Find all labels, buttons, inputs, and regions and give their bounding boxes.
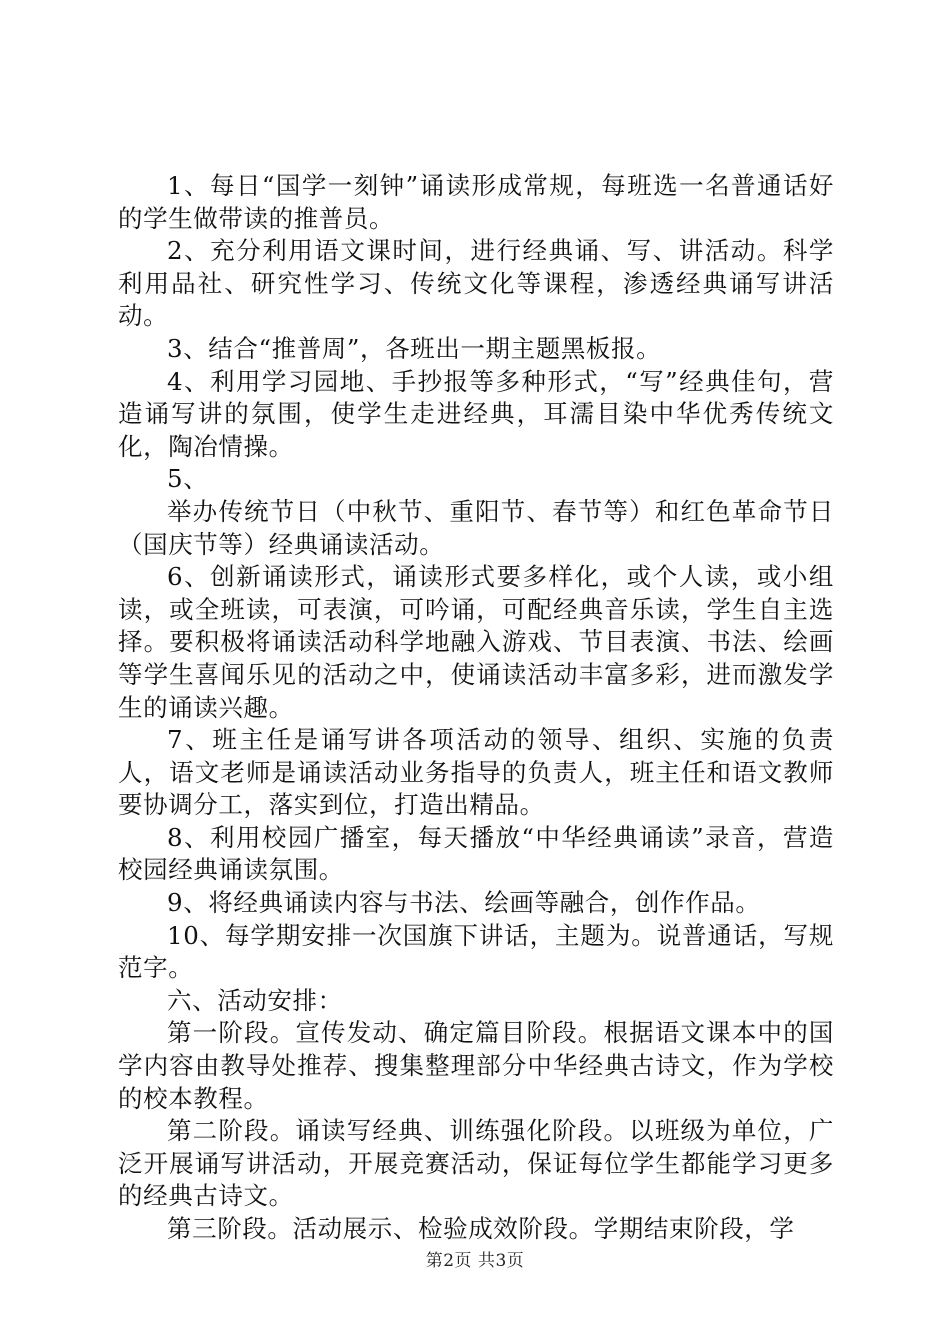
- paragraph-item-8: 8、利用校园广播室，每天播放“中华经典诵读”录音，营造校园经典诵读氛围。: [118, 822, 834, 885]
- paragraph-stage-3: 第三阶段。活动展示、检验成效阶段。学期结束阶段，学: [167, 1214, 795, 1243]
- page-number-footer: 第2页 共3页: [425, 1251, 525, 1271]
- paragraph-item-10: 10、每学期安排一次国旗下讲话，主题为。说普通话，写规范字。: [118, 920, 834, 983]
- document-body: [118, 170, 834, 1246]
- paragraph-stage-1: 第一阶段。宣传发动、确定篇目阶段。根据语文课本中的国学内容由教导处推荐、搜集整理部分中华经典古诗文，作为学校的校本教程。: [118, 1018, 834, 1113]
- paragraph-item-5-continued: 举办传统节日（中秋节、重阳节、春节等）和红色革命节日（国庆节等）经典诵读活动。: [118, 496, 834, 559]
- paragraph-item-4: 4、利用学习园地、手抄报等多种形式，“写”经典佳句，营造诵写讲的氛围，使学生走进经典，耳濡目染中华优秀传统文化，陶冶情操。: [118, 366, 834, 461]
- paragraph-item-3: 3、结合“推普周”，各班出一期主题黑板报。: [167, 333, 662, 363]
- paragraph-item-9: 9、将经典诵读内容与书法、绘画等融合，创作作品。: [167, 888, 761, 918]
- paragraph-item-2: 2、充分利用语文课时间，进行经典诵、写、讲活动。科学利用品社、研究性学习、传统文化等课程，渗透经典诵写讲活动。: [118, 236, 834, 331]
- paragraph-item-7: 7、班主任是诵写讲各项活动的领导、组织、实施的负责人，语文老师是诵读活动业务指导的负责人，班主任和语文教师要协调分工，落实到位，打造出精品。: [118, 725, 834, 820]
- paragraph-stage-2: 第二阶段。诵读写经典、训练强化阶段。以班级为单位，广泛开展诵写讲活动，开展竞赛活动，保证每位学生都能学习更多的经典古诗文。: [118, 1116, 834, 1211]
- paragraph-item-1: 1、每日“国学一刻钟”诵读形成常规，每班选一名普通话好的学生做带读的推普员。: [118, 171, 834, 233]
- paragraph-item-5: 5、: [167, 464, 209, 494]
- section-heading: 六、活动安排：: [167, 985, 343, 1015]
- paragraph-item-6: 6、创新诵读形式，诵读形式要多样化，或个人读，或小组读，或全班读，可表演，可吟诵，可配经典音乐读，学生自主选择。要积极将诵读活动科学地融入游戏、节目表演、书法、绘画等学生喜闻乐见的活动之中，使诵读活动丰富多彩，进而激发学生的诵读兴趣。: [118, 562, 834, 722]
